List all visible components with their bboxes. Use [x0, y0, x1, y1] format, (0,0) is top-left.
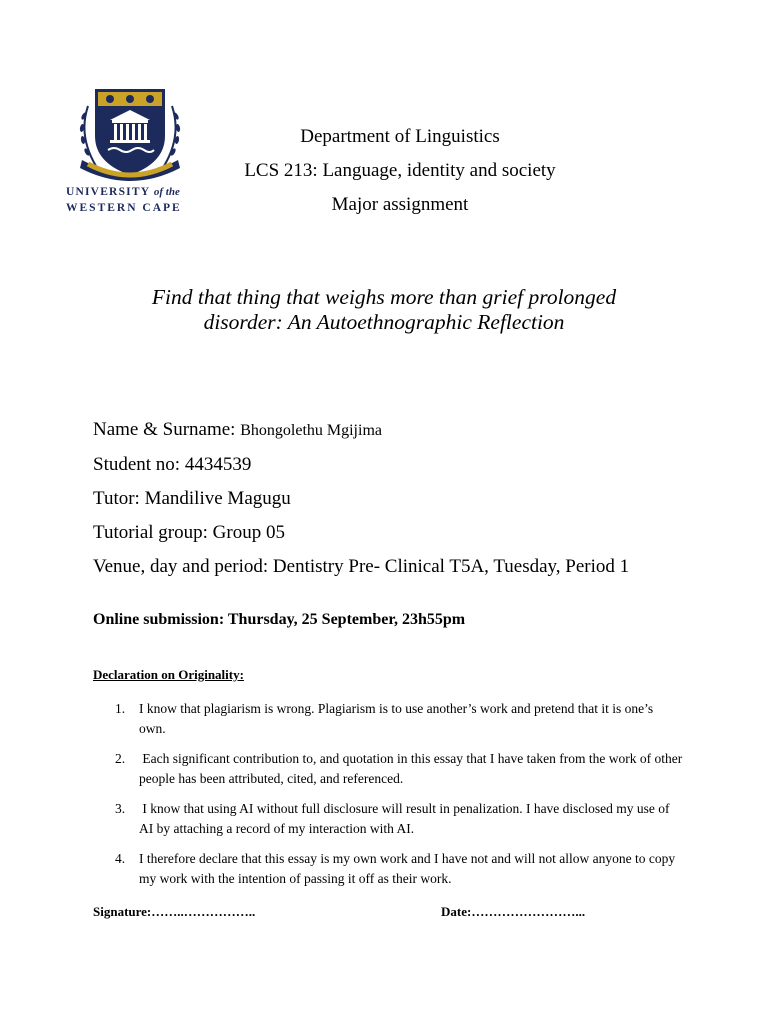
declaration-item: [93, 699, 683, 739]
submission-deadline: Online submission: Thursday, 25 September, 23h55pm: [93, 611, 466, 628]
tutorial-group: Tutorial group: Group 05: [93, 522, 285, 543]
logo-of-the: of the: [153, 186, 180, 198]
name-label: Name & Surname:: [93, 419, 236, 440]
department-name: Department of Linguistics: [300, 126, 500, 147]
declaration-heading: Declaration on Originality:: [93, 667, 244, 682]
course-name: LCS 213: Language, identity and society: [244, 160, 556, 181]
university-logo: [64, 86, 194, 218]
date-line: Date:……………………...: [441, 904, 586, 919]
logo-text-university: [66, 186, 196, 198]
logo-university-word: UNIVERSITY: [66, 186, 150, 198]
signature-line: Signature:……..……………..: [93, 904, 256, 919]
name-row: [93, 418, 693, 443]
declaration-item-number: 3.: [115, 801, 126, 816]
declaration-item-number: 2.: [115, 751, 126, 766]
name-value: Bhongolethu Mgijima: [240, 422, 382, 439]
declaration-list: [93, 699, 686, 899]
declaration-item: [93, 849, 683, 889]
student-number: Student no: 4434539: [93, 454, 252, 475]
venue-day-period: Venue, day and period: Dentistry Pre- Clinical T5A, Tuesday, Period 1: [93, 556, 630, 577]
university-crest-icon: [74, 86, 186, 186]
assignment-type: Major assignment: [331, 194, 469, 215]
essay-title-line-1: Find that thing that weighs more than grief prolonged: [151, 285, 617, 309]
logo-text-western-cape: WESTERN CAPE: [66, 202, 182, 214]
declaration-item-text: I know that using AI without full disclosure will result in penalization. I have disclosed my use of AI by attaching a record of my interaction with AI.: [139, 801, 673, 836]
tutor-name: Tutor: Mandilive Magugu: [93, 488, 291, 509]
essay-title: [84, 285, 684, 335]
declaration-item-text: I know that plagiarism is wrong. Plagiarism is to use another’s work and pretend that it is one’s own.: [139, 701, 654, 736]
declaration-item-text: I therefore declare that this essay is my own work and I have not and will not allow anyone to copy my work with the intention of passing it off as their work.: [139, 851, 676, 886]
declaration-item-number: 4.: [115, 851, 126, 866]
essay-title-line-2: disorder: An Autoethnographic Reflection: [203, 310, 565, 334]
declaration-item-number: 1.: [115, 701, 126, 716]
declaration-item-text: Each significant contribution to, and quotation in this essay that I have taken from the work of other people has been attributed, cited, and referenced.: [139, 751, 686, 786]
declaration-item: [93, 799, 683, 839]
document-header: [190, 120, 610, 222]
declaration-item: [93, 749, 686, 789]
student-info: [93, 418, 693, 585]
